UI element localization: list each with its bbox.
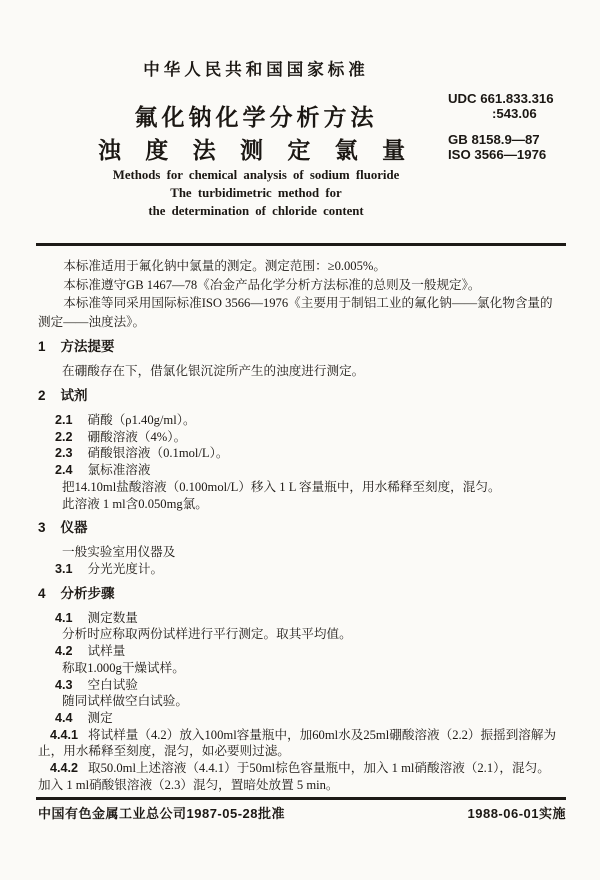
step-4-4-1-text: 将试样量（4.2）放入100ml容量瓶中，加60ml水及25ml硼酸溶液（2.2）振摇到溶解为止，用水稀释至刻度，混匀，如必要则过滤。 <box>38 727 557 759</box>
title-chinese-line2: 浊 度 法 测 定 氯 量 <box>97 137 415 163</box>
apparatus-item-3-1 <box>55 561 562 578</box>
item-4-2-text: 试样量 <box>87 644 126 659</box>
document-body <box>38 247 562 793</box>
procedure-4-3-paragraph: 随同试样做空白试验。 <box>62 694 188 709</box>
procedure-item-4-2 <box>55 643 562 660</box>
section-1-paragraph: 在硼酸存在下，借氯化银沉淀所产生的浊度进行测定。 <box>62 364 365 379</box>
section-3-number: 3 <box>38 520 46 536</box>
section-3-title: 仪器 <box>60 520 88 536</box>
procedure-4-1-paragraph: 分析时应称取两份试样进行平行测定。取其平均值。 <box>62 627 352 642</box>
udc-number-line2: :543.06 <box>492 106 537 121</box>
section-4-heading <box>38 586 562 601</box>
standard-codes <box>448 91 554 162</box>
section-4-title: 分析步骤 <box>60 585 115 601</box>
item-3-1-number: 3.1 <box>55 562 73 576</box>
chloride-standard-preparation: 把14.10ml盐酸溶液（0.100mol/L）移入 1 L 容量瓶中，用水稀释至刻度，混匀。 <box>62 479 501 494</box>
udc-number-line1: UDC 661.833.316 <box>448 91 554 106</box>
item-4-4-text: 测定 <box>87 710 113 725</box>
step-4-4-1-number: 4.4.1 <box>50 727 79 742</box>
chloride-standard-concentration: 此溶液 1 ml含0.050mg氯。 <box>62 496 208 511</box>
intro-paragraph-gb-reference: 本标准遵守GB 1467—78《冶金产品化学分析方法标准的总则及一般规定》。 <box>63 277 481 292</box>
section-2-number: 2 <box>38 388 46 404</box>
intro-paragraph-scope: 本标准适用于氟化钠中氯量的测定。测定范围：≥0.005%。 <box>63 259 386 273</box>
section-1-heading <box>38 339 562 354</box>
section-3-heading <box>38 520 562 535</box>
item-2-2-text: 硼酸溶液（4%）。 <box>87 429 187 444</box>
title-chinese-line1: 氟化钠化学分析方法 <box>134 104 378 130</box>
iso-standard-number: ISO 3566—1976 <box>448 147 547 162</box>
step-4-4-2-number: 4.4.2 <box>50 761 79 776</box>
section-4-number: 4 <box>38 585 46 601</box>
reagent-item-2-3 <box>55 445 562 462</box>
procedure-step-4-4-2 <box>38 760 562 793</box>
document-header <box>0 0 600 244</box>
procedure-item-4-3 <box>55 677 562 694</box>
section-1-number: 1 <box>38 339 46 355</box>
item-4-1-text: 测定数量 <box>87 610 138 625</box>
item-4-4-number: 4.4 <box>55 710 73 725</box>
reagent-item-2-1 <box>55 412 562 429</box>
reagent-item-2-4 <box>55 462 562 479</box>
title-english <box>0 166 512 220</box>
procedure-item-4-4 <box>55 710 562 727</box>
item-4-3-text: 空白试验 <box>87 677 138 692</box>
procedure-4-2-paragraph: 称取1.000g干燥试样。 <box>62 660 185 675</box>
item-2-3-text: 硝酸银溶液（0.1mol/L）。 <box>87 446 229 461</box>
item-4-3-number: 4.3 <box>55 677 73 692</box>
section-2-heading <box>38 388 562 403</box>
item-3-1-text: 分光光度计。 <box>87 562 164 576</box>
item-2-1-text: 硝酸（ρ1.40g/ml）。 <box>87 413 196 428</box>
section-1-title: 方法提要 <box>60 339 115 355</box>
item-2-4-number: 2.4 <box>55 463 73 478</box>
item-2-2-number: 2.2 <box>55 429 73 444</box>
footer-divider-rule <box>36 797 566 800</box>
header-divider-rule <box>36 243 566 246</box>
approval-statement: 中国有色金属工业总公司1987-05-28批准 <box>38 806 285 821</box>
item-4-1-number: 4.1 <box>55 610 73 625</box>
item-4-2-number: 4.2 <box>55 644 73 659</box>
step-4-4-2-text: 取50.0ml上述溶液（4.4.1）于50ml棕色容量瓶中，加入 1 ml硝酸溶液（2.1），混匀。加入 1 ml硝酸银溶液（2.3）混匀，置暗处放置 5 min。 <box>38 761 550 792</box>
standard-kicker: 中华人民共和国国家标准 <box>143 61 369 79</box>
section-2-title: 试剂 <box>60 388 88 404</box>
item-2-3-number: 2.3 <box>55 446 73 461</box>
title-english-line3: the determination of chloride content <box>148 204 364 218</box>
item-2-4-text: 氯标准溶液 <box>87 463 151 478</box>
title-english-line1: Methods for chemical analysis of sodium fluoride <box>112 168 400 182</box>
procedure-item-4-1 <box>55 610 562 627</box>
gb-standard-number: GB 8158.9—87 <box>448 132 540 147</box>
apparatus-intro: 一般实验室用仪器及 <box>62 545 176 560</box>
intro-paragraph-iso-reference: 本标准等同采用国际标准ISO 3566—1976《主要用于制铝工业的氟化钠——氯化物含量的测定——浊度法》。 <box>38 296 553 329</box>
procedure-step-4-4-1 <box>38 727 562 760</box>
effective-date: 1988-06-01实施 <box>467 806 566 821</box>
scope-intro <box>38 257 562 331</box>
title-english-line2: The turbidimetric method for <box>170 186 342 200</box>
reagent-item-2-2 <box>55 429 562 446</box>
document-footer <box>38 803 566 822</box>
item-2-1-number: 2.1 <box>55 413 73 428</box>
